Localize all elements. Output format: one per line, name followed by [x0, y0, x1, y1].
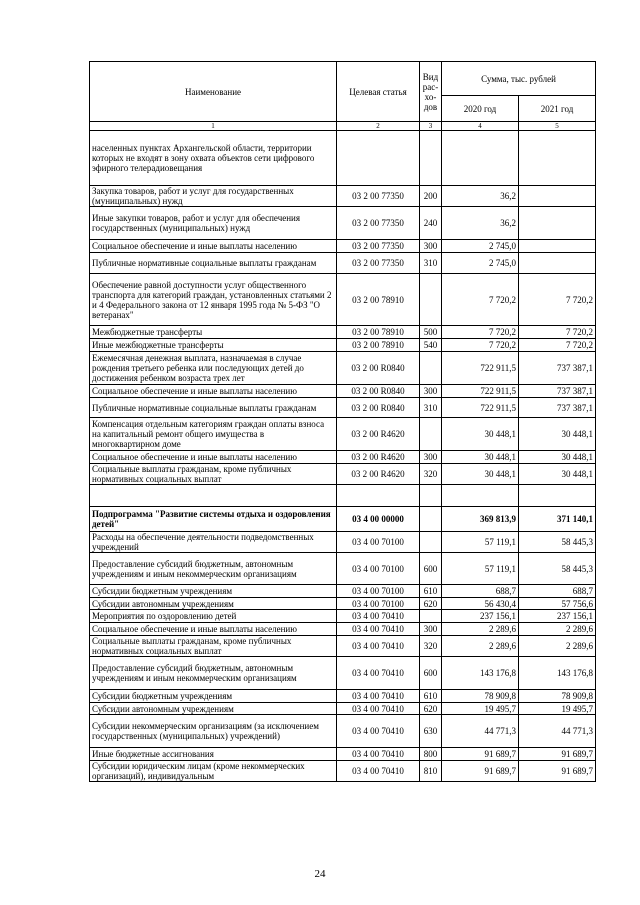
table-row — [90, 207, 596, 240]
row-sum-2021: 737 387,1 — [519, 398, 596, 418]
row-target-article: 03 2 00 78910 — [337, 339, 420, 352]
header-year-2020: 2020 год — [442, 96, 519, 122]
row-sum-2021: 30 448,1 — [519, 451, 596, 464]
row-expense-type: 320 — [420, 464, 442, 485]
row-target-article: 03 4 00 70410 — [337, 610, 420, 623]
column-index: 2 — [337, 122, 420, 131]
row-sum-2020: 722 911,5 — [442, 385, 519, 398]
row-target-article: 03 2 00 R4620 — [337, 464, 420, 485]
row-target-article: 03 2 00 77350 — [337, 186, 420, 207]
row-sum-2021: 57 756,6 — [519, 598, 596, 610]
table-row — [90, 761, 596, 782]
row-target-article: 03 2 00 R0840 — [337, 352, 420, 385]
row-sum-2021: 30 448,1 — [519, 464, 596, 485]
row-sum-2021: 30 448,1 — [519, 418, 596, 451]
row-name: Иные закупки товаров, работ и услуг для обеспечения государственных (муниципальных) нужд — [90, 207, 337, 240]
row-name: Социальное обеспечение и иные выплаты населению — [90, 385, 337, 398]
budget-table — [89, 61, 596, 782]
row-expense-type: 620 — [420, 703, 442, 715]
row-sum-2021 — [519, 207, 596, 240]
row-expense-type: 300 — [420, 623, 442, 636]
row-sum-2020: 78 909,8 — [442, 690, 519, 703]
row-target-article: 03 4 00 70410 — [337, 748, 420, 761]
row-name: Социальное обеспечение и иные выплаты населению — [90, 240, 337, 253]
row-name: Субсидии автономным учреждениям — [90, 598, 337, 610]
row-sum-2021: 143 176,8 — [519, 657, 596, 690]
row-name: Предоставление субсидий бюджетным, автономным учреждениям и иным некоммерческим организациям — [90, 553, 337, 585]
row-name: Социальные выплаты гражданам, кроме публичных нормативных социальных выплат — [90, 464, 337, 485]
row-sum-2021: 91 689,7 — [519, 748, 596, 761]
row-target-article: 03 4 00 70410 — [337, 623, 420, 636]
row-target-article: 03 2 00 R0840 — [337, 398, 420, 418]
row-sum-2021: 2 289,6 — [519, 623, 596, 636]
row-sum-2021 — [519, 240, 596, 253]
row-expense-type: 240 — [420, 207, 442, 240]
row-name: Компенсация отдельным категориям граждан оплаты взноса на капитальный ремонт общего имущества в многоквартирном доме — [90, 418, 337, 451]
row-expense-type: 200 — [420, 186, 442, 207]
row-sum-2021: 7 720,2 — [519, 274, 596, 326]
table-row — [90, 657, 596, 690]
row-name: Субсидии юридическим лицам (кроме некоммерческих организаций), индивидуальным — [90, 761, 337, 782]
row-sum-2021: 237 156,1 — [519, 610, 596, 623]
row-target-article: 03 4 00 70410 — [337, 715, 420, 748]
table-body — [90, 131, 596, 782]
table-row — [90, 485, 596, 507]
header-expense-type: Вид рас- хо- дов — [420, 62, 442, 122]
row-sum-2020: 36,2 — [442, 207, 519, 240]
row-expense-type: 610 — [420, 690, 442, 703]
row-sum-2020: 7 720,2 — [442, 326, 519, 339]
table-row — [90, 274, 596, 326]
row-sum-2020 — [442, 131, 519, 186]
row-sum-2021 — [519, 253, 596, 274]
row-sum-2021: 44 771,3 — [519, 715, 596, 748]
table-row — [90, 690, 596, 703]
table-row — [90, 610, 596, 623]
row-target-article — [337, 485, 420, 507]
header-year-2021: 2021 год — [519, 96, 596, 122]
table-row — [90, 253, 596, 274]
row-sum-2021: 19 495,7 — [519, 703, 596, 715]
row-name: Подпрограмма "Развитие системы отдыха и оздоровления детей" — [90, 507, 337, 532]
row-target-article: 03 4 00 70410 — [337, 703, 420, 715]
row-sum-2021: 7 720,2 — [519, 326, 596, 339]
row-name: Ежемесячная денежная выплата, назначаемая в случае рождения третьего ребенка или последующих детей до достижения ребенком возраста трех лет — [90, 352, 337, 385]
row-target-article: 03 2 00 78910 — [337, 326, 420, 339]
row-target-article: 03 4 00 70100 — [337, 585, 420, 598]
table-row — [90, 398, 596, 418]
row-target-article: 03 4 00 70100 — [337, 598, 420, 610]
row-name: населенных пунктах Архангельской области, территории которых не входят в зону охвата объектов сети цифрового эфирного телерадиовещания — [90, 131, 337, 186]
row-target-article: 03 2 00 77350 — [337, 207, 420, 240]
row-sum-2020: 57 119,1 — [442, 532, 519, 553]
row-expense-type: 630 — [420, 715, 442, 748]
row-expense-type: 540 — [420, 339, 442, 352]
table-row — [90, 623, 596, 636]
row-expense-type — [420, 418, 442, 451]
row-expense-type: 620 — [420, 598, 442, 610]
table-row — [90, 532, 596, 553]
row-sum-2021: 371 140,1 — [519, 507, 596, 532]
row-name: Предоставление субсидий бюджетным, автономным учреждениям и иным некоммерческим организациям — [90, 657, 337, 690]
row-sum-2021: 58 445,3 — [519, 532, 596, 553]
table-row — [90, 585, 596, 598]
row-sum-2020: 57 119,1 — [442, 553, 519, 585]
row-sum-2020: 237 156,1 — [442, 610, 519, 623]
row-target-article: 03 4 00 70410 — [337, 657, 420, 690]
row-name: Публичные нормативные социальные выплаты гражданам — [90, 253, 337, 274]
row-sum-2020: 30 448,1 — [442, 418, 519, 451]
row-sum-2020: 56 430,4 — [442, 598, 519, 610]
row-name: Иные межбюджетные трансферты — [90, 339, 337, 352]
row-target-article — [337, 131, 420, 186]
row-sum-2020: 688,7 — [442, 585, 519, 598]
row-name: Мероприятия по оздоровлению детей — [90, 610, 337, 623]
row-sum-2020: 722 911,5 — [442, 352, 519, 385]
row-sum-2020: 7 720,2 — [442, 274, 519, 326]
row-name: Субсидии автономным учреждениям — [90, 703, 337, 715]
table-row — [90, 352, 596, 385]
row-name — [90, 485, 337, 507]
table-row — [90, 703, 596, 715]
row-sum-2021: 91 689,7 — [519, 761, 596, 782]
row-expense-type — [420, 532, 442, 553]
header-sum: Сумма, тыс. рублей — [442, 62, 596, 96]
column-index: 1 — [90, 122, 337, 131]
row-expense-type — [420, 274, 442, 326]
row-target-article: 03 2 00 77350 — [337, 253, 420, 274]
table-row — [90, 339, 596, 352]
row-expense-type — [420, 352, 442, 385]
row-name: Межбюджетные трансферты — [90, 326, 337, 339]
row-name: Субсидии бюджетным учреждениям — [90, 585, 337, 598]
row-target-article: 03 2 00 77350 — [337, 240, 420, 253]
table-row — [90, 451, 596, 464]
row-name: Закупка товаров, работ и услуг для государственных (муниципальных) нужд — [90, 186, 337, 207]
row-sum-2020: 91 689,7 — [442, 748, 519, 761]
row-sum-2020: 2 745,0 — [442, 240, 519, 253]
row-sum-2020 — [442, 485, 519, 507]
row-name: Расходы на обеспечение деятельности подведомственных учреждений — [90, 532, 337, 553]
table-row — [90, 240, 596, 253]
row-expense-type — [420, 610, 442, 623]
row-name: Публичные нормативные социальные выплаты гражданам — [90, 398, 337, 418]
table-row — [90, 636, 596, 657]
header-target-article: Целевая статья — [337, 62, 420, 122]
table-row — [90, 464, 596, 485]
table-row — [90, 553, 596, 585]
row-name: Социальное обеспечение и иные выплаты населению — [90, 623, 337, 636]
table-row — [90, 598, 596, 610]
row-expense-type: 300 — [420, 240, 442, 253]
table-row — [90, 326, 596, 339]
row-sum-2020: 722 911,5 — [442, 398, 519, 418]
row-name: Социальные выплаты гражданам, кроме публичных нормативных социальных выплат — [90, 636, 337, 657]
row-sum-2020: 91 689,7 — [442, 761, 519, 782]
row-expense-type: 300 — [420, 451, 442, 464]
row-expense-type: 310 — [420, 253, 442, 274]
row-sum-2020: 19 495,7 — [442, 703, 519, 715]
page-number: 24 — [314, 868, 326, 880]
row-expense-type: 600 — [420, 657, 442, 690]
row-sum-2020: 369 813,9 — [442, 507, 519, 532]
row-name: Иные бюджетные ассигнования — [90, 748, 337, 761]
row-name: Субсидии некоммерческим организациям (за исключением государственных (муниципальных) учреждений) — [90, 715, 337, 748]
row-target-article: 03 4 00 70410 — [337, 690, 420, 703]
row-sum-2021 — [519, 131, 596, 186]
row-sum-2020: 30 448,1 — [442, 464, 519, 485]
table-row — [90, 186, 596, 207]
table-row — [90, 507, 596, 532]
row-target-article: 03 4 00 70410 — [337, 761, 420, 782]
row-expense-type — [420, 507, 442, 532]
row-sum-2020: 30 448,1 — [442, 451, 519, 464]
table-row — [90, 418, 596, 451]
row-sum-2021: 7 720,2 — [519, 339, 596, 352]
row-expense-type: 810 — [420, 761, 442, 782]
header-name: Наименование — [90, 62, 337, 122]
row-expense-type: 600 — [420, 553, 442, 585]
row-name: Социальное обеспечение и иные выплаты населению — [90, 451, 337, 464]
row-sum-2020: 143 176,8 — [442, 657, 519, 690]
row-expense-type: 500 — [420, 326, 442, 339]
row-name: Субсидии бюджетным учреждениям — [90, 690, 337, 703]
row-expense-type: 300 — [420, 385, 442, 398]
row-target-article: 03 4 00 00000 — [337, 507, 420, 532]
row-sum-2021: 688,7 — [519, 585, 596, 598]
table-row — [90, 748, 596, 761]
row-sum-2020: 36,2 — [442, 186, 519, 207]
row-name: Обеспечение равной доступности услуг общественного транспорта для категорий граждан, установленных статьями 2 и 4 Федерального закона от 12 января 1995 года № 5-ФЗ "О ветеранах" — [90, 274, 337, 326]
table-row — [90, 131, 596, 186]
row-sum-2021: 78 909,8 — [519, 690, 596, 703]
row-target-article: 03 4 00 70410 — [337, 636, 420, 657]
row-expense-type: 320 — [420, 636, 442, 657]
row-sum-2021 — [519, 186, 596, 207]
row-sum-2020: 2 289,6 — [442, 623, 519, 636]
table-row — [90, 385, 596, 398]
row-sum-2020: 2 745,0 — [442, 253, 519, 274]
row-target-article: 03 2 00 R4620 — [337, 451, 420, 464]
table-row — [90, 715, 596, 748]
column-index: 4 — [442, 122, 519, 131]
row-target-article: 03 4 00 70100 — [337, 532, 420, 553]
row-sum-2021 — [519, 485, 596, 507]
row-expense-type: 310 — [420, 398, 442, 418]
row-target-article: 03 2 00 R0840 — [337, 385, 420, 398]
row-sum-2021: 737 387,1 — [519, 385, 596, 398]
row-expense-type: 610 — [420, 585, 442, 598]
column-index: 3 — [420, 122, 442, 131]
row-sum-2021: 58 445,3 — [519, 553, 596, 585]
row-target-article: 03 4 00 70100 — [337, 553, 420, 585]
row-sum-2021: 737 387,1 — [519, 352, 596, 385]
row-sum-2020: 7 720,2 — [442, 339, 519, 352]
row-expense-type — [420, 131, 442, 186]
column-index: 5 — [519, 122, 596, 131]
row-sum-2020: 44 771,3 — [442, 715, 519, 748]
row-sum-2020: 2 289,6 — [442, 636, 519, 657]
row-expense-type — [420, 485, 442, 507]
row-target-article: 03 2 00 78910 — [337, 274, 420, 326]
row-target-article: 03 2 00 R4620 — [337, 418, 420, 451]
row-expense-type: 800 — [420, 748, 442, 761]
table-header — [90, 62, 596, 131]
row-sum-2021: 2 289,6 — [519, 636, 596, 657]
